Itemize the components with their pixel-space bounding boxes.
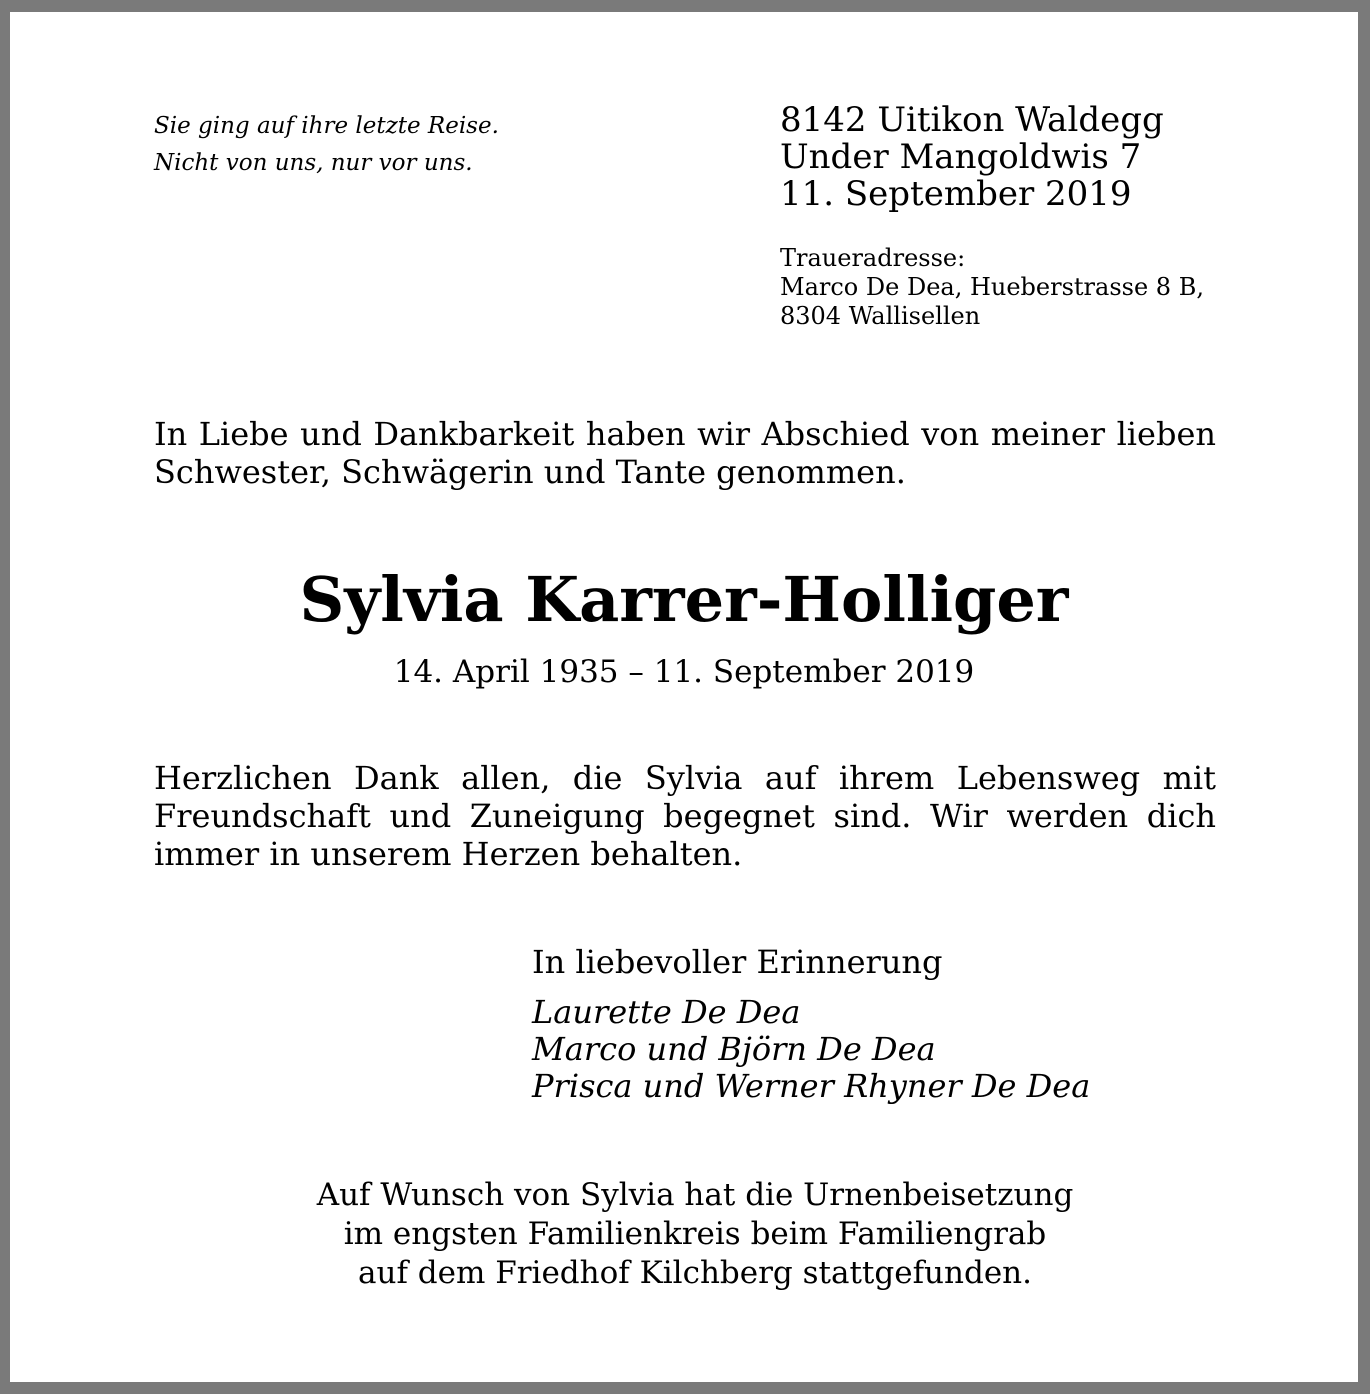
- motto-line: Nicht von uns, nur vor uns.: [154, 150, 473, 176]
- signoff-block: [532, 942, 1232, 1105]
- closing-line: auf dem Friedhof Kilchberg stattgefunden.: [358, 1255, 1032, 1291]
- closing-note: [10, 1176, 1370, 1293]
- closing-line: im engsten Familienkreis beim Familiengrab: [343, 1216, 1047, 1252]
- mourning-address-line: Marco De Dea, Hueberstrasse 8 B,: [780, 273, 1204, 301]
- address-date: 11. September 2019: [780, 174, 1132, 214]
- deceased-name: Sylvia Karrer-Holliger: [299, 563, 1069, 636]
- thanks-paragraph: Herzlichen Dank allen, die Sylvia auf ihrem Lebensweg mit Freundschaft und Zuneigung begegnet sind. Wir werden dich immer in unserem Herzen behalten.: [154, 759, 1216, 873]
- signoff-name: Prisca und Werner Rhyner De Dea: [532, 1067, 1091, 1105]
- mourning-address: [780, 244, 1340, 331]
- mourning-address-label: Traueradresse:: [780, 244, 966, 272]
- place-address-block: [780, 102, 1340, 213]
- obituary-page: [10, 12, 1358, 1382]
- motto-line: Sie ging auf ihre letzte Reise.: [154, 113, 499, 139]
- address-line: 8142 Uitikon Waldegg: [780, 100, 1164, 140]
- signoff-name: Marco und Björn De Dea: [532, 1030, 936, 1068]
- signoff-heading: In liebevoller Erinnerung: [532, 943, 943, 981]
- closing-line: Auf Wunsch von Sylvia hat die Urnenbeisetzung: [316, 1177, 1074, 1213]
- mourning-address-line: 8304 Wallisellen: [780, 302, 981, 330]
- life-dates: 14. April 1935 – 11. September 2019: [393, 654, 975, 690]
- motto: [154, 108, 674, 182]
- address-line: Under Mangoldwis 7: [780, 137, 1142, 177]
- intro-paragraph: In Liebe und Dankbarkeit haben wir Abschied von meiner lieben Schwester, Schwägerin und Tante genommen.: [154, 415, 1216, 491]
- signoff-name: Laurette De Dea: [532, 993, 801, 1031]
